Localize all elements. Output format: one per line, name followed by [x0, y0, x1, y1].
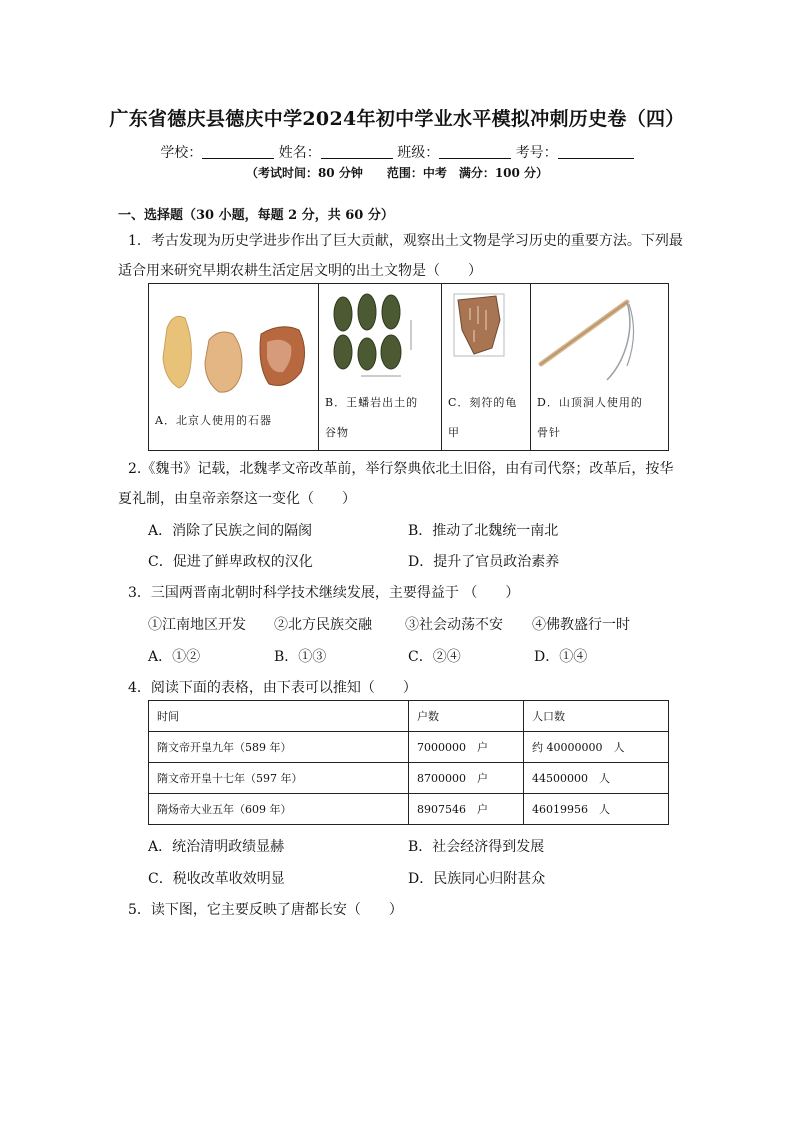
exam-meta: （考试时间：80 分钟 范围：中考 满分：100 分） — [245, 166, 549, 180]
q1-stem-line1: 1．考古发现为历史学进步作出了巨大贡献，观察出土文物是学习历史的重要方法。下列最 — [128, 233, 683, 249]
q4-option-c[interactable]: C．税收改革收效明显 — [148, 871, 285, 887]
stone-tools-icon — [149, 298, 317, 408]
q3-option-d[interactable]: D．①④ — [534, 649, 588, 665]
table-row — [149, 763, 669, 794]
class-label: 班级： — [397, 145, 440, 161]
option-c-caption-1: C．刻符的龟 — [448, 396, 518, 409]
q3-statement-1: ①江南地区开发 — [148, 617, 246, 633]
table-header-cell: 人口数 — [524, 701, 669, 732]
option-b-cell[interactable] — [319, 284, 442, 451]
q3-statement-3: ③社会动荡不安 — [405, 617, 503, 633]
option-a-caption: A．北京人使用的石器 — [155, 414, 272, 427]
table-cell: 隋文帝开皇九年（589 年） — [149, 732, 409, 763]
table-cell: 44500000 人 — [524, 763, 669, 794]
q5-stem: 5．读下图，它主要反映了唐都长安（ ） — [128, 902, 403, 918]
option-b-caption-1: B．王蟠岩出土的 — [325, 396, 419, 409]
page-title: 广东省德庆县德庆中学2024年初中学业水平模拟冲刺历史卷（四） — [109, 108, 685, 130]
table-header-row — [149, 701, 669, 732]
name-blank[interactable] — [321, 144, 393, 159]
table-cell: 隋文帝开皇十七年（597 年） — [149, 763, 409, 794]
q4-option-d[interactable]: D．民族同心归附甚众 — [408, 871, 546, 887]
exam-no-label: 考号： — [515, 145, 558, 161]
exam-no-blank[interactable] — [558, 144, 634, 159]
table-row — [149, 794, 669, 825]
class-blank[interactable] — [439, 144, 511, 159]
option-a-cell[interactable] — [149, 284, 319, 451]
q1-image-table — [148, 283, 669, 451]
section-title: 一、选择题（30 小题，每题 2 分，共 60 分） — [118, 208, 394, 223]
name-label: 姓名： — [278, 145, 321, 161]
option-d-cell[interactable] — [531, 284, 669, 451]
table-cell: 7000000 户 — [409, 732, 524, 763]
table-header-cell: 时间 — [149, 701, 409, 732]
table-cell: 8700000 户 — [409, 763, 524, 794]
q3-stem: 3．三国两晋南北朝时科学技术继续发展，主要得益于 （ ） — [128, 585, 520, 601]
option-c-cell[interactable] — [442, 284, 531, 451]
table-cell: 约 40000000 人 — [524, 732, 669, 763]
q2-stem-line2: 夏礼制，由皇帝亲祭这一变化（ ） — [118, 491, 356, 507]
q4-option-b[interactable]: B．社会经济得到发展 — [408, 839, 545, 855]
oracle-bone-icon — [444, 290, 530, 382]
option-d-caption-2: 骨针 — [537, 426, 561, 439]
population-table — [148, 700, 669, 825]
q1-stem-line2: 适合用来研究早期农耕生活定居文明的出土文物是（ ） — [118, 263, 482, 279]
bone-needle-icon — [531, 290, 667, 386]
student-info-line — [0, 142, 794, 162]
q3-statement-4: ④佛教盛行一时 — [532, 617, 630, 633]
table-cell: 隋炀帝大业五年（609 年） — [149, 794, 409, 825]
q3-statement-2: ②北方民族交融 — [274, 617, 372, 633]
q2-option-b[interactable]: B．推动了北魏统一南北 — [408, 523, 559, 539]
q2-option-c[interactable]: C．促进了鲜卑政权的汉化 — [148, 554, 313, 570]
option-b-caption-2: 谷物 — [325, 426, 349, 439]
school-label: 学校： — [160, 145, 203, 161]
q4-stem: 4．阅读下面的表格，由下表可以推知（ ） — [128, 680, 417, 696]
q2-stem-line1: 2.《魏书》记载，北魏孝文帝改革前，举行祭典依北土旧俗，由有司代祭；改革后，按华 — [128, 461, 674, 477]
option-d-caption-1: D．山顶洞人使用的 — [537, 396, 643, 409]
q2-option-d[interactable]: D．提升了官员政治素养 — [408, 554, 560, 570]
table-cell: 8907546 户 — [409, 794, 524, 825]
q3-option-b[interactable]: B．①③ — [274, 649, 327, 665]
table-row — [149, 732, 669, 763]
option-c-caption-2: 甲 — [448, 426, 460, 439]
q2-option-a[interactable]: A．消除了民族之间的隔阂 — [148, 523, 313, 539]
q3-option-a[interactable]: A．①② — [148, 649, 201, 665]
q4-option-a[interactable]: A．统治清明政绩显赫 — [148, 839, 285, 855]
school-blank[interactable] — [202, 144, 274, 159]
q3-option-c[interactable]: C．②④ — [408, 649, 461, 665]
table-cell: 46019956 人 — [524, 794, 669, 825]
grain-icon — [321, 290, 441, 382]
table-header-cell: 户数 — [409, 701, 524, 732]
